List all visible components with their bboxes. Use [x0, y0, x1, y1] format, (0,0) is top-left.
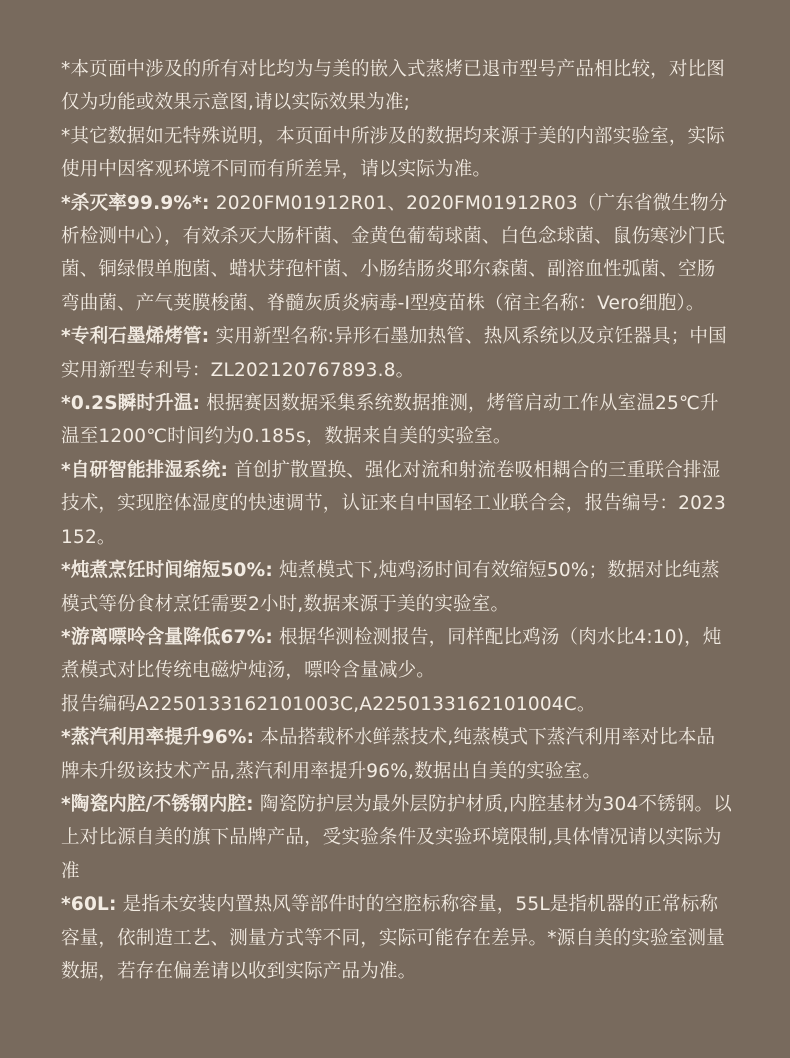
cavity-material-note [61, 788, 733, 888]
paragraph-key: *60L: [61, 894, 117, 916]
paragraph-key: *杀灭率99.9%*: [61, 192, 210, 214]
paragraph-text: 2020FM01912R01、2020FM01912R03（广东省微生物分析检测中心），有效杀灭大肠杆菌、金黄色葡萄球菌、白色念球菌、鼠伤寒沙门氏菌、铜绿假单胞菌、蜡状芽孢杆菌、小肠结肠炎耶尔森菌、副溶血性弧菌、空肠弯曲菌、产气荚膜梭菌、脊髓灰质炎病毒-Ⅰ型疫苗株（宿主名称：Vero细胞）。 [61, 192, 728, 314]
paragraph-key: *自研智能排湿系统: [61, 459, 229, 481]
paragraph-text: *本页面中涉及的所有对比均为与美的嵌入式蒸烤已退市型号产品相比较，对比图仅为功能或效果示意图,请以实际效果为准; [61, 59, 725, 114]
paragraph-text: 报告编码A2250133162101003C,A2250133162101004C。 [61, 693, 596, 715]
paragraph-key: *蒸汽利用率提升96%: [61, 727, 255, 749]
paragraph-key: *专利石墨烯烤管: [61, 326, 210, 348]
instant-heating-note [61, 387, 733, 454]
dehumidify-system-note [61, 454, 733, 554]
paragraph-key: *炖煮烹饪时间缩短50%: [61, 560, 273, 582]
stew-time-note [61, 554, 733, 621]
disclaimer-paragraph [61, 53, 733, 120]
disclaimer-text-block [61, 53, 733, 988]
capacity-note [61, 888, 733, 988]
report-code-note [61, 688, 733, 721]
paragraph-text: 陶瓷防护层为最外层防护材质,内腔基材为304不锈钢。以上对比源自美的旗下品牌产品，受实验条件及实验环境限制,具体情况请以实际为准 [61, 793, 732, 882]
paragraph-text: 是指未安装内置热风等部件时的空腔标称容量，55L是指机器的正常标称容量，依制造工艺、测量方式等不同，实际可能存在差异。*源自美的实验室测量数据，若存在偏差请以收到实际产品为准。 [61, 894, 725, 982]
disclaimer-paragraph [61, 120, 733, 187]
paragraph-text: *其它数据如无特殊说明，本页面中所涉及的数据均来源于美的内部实验室，实际使用中因客观环境不同而有所差异，请以实际为准。 [61, 125, 725, 181]
paragraph-text: 本品搭载杯水鲜蒸技术,纯蒸模式下蒸汽利用率对比本品牌未升级该技术产品,蒸汽利用率提升96%,数据出自美的实验室。 [61, 727, 716, 782]
purine-note [61, 621, 733, 688]
graphene-tube-note [61, 320, 733, 387]
steam-utilization-note [61, 721, 733, 788]
sterilization-rate-note [61, 187, 733, 321]
paragraph-text: 首创扩散置换、强化对流和射流卷吸相耦合的三重联合排湿技术，实现腔体湿度的快速调节，认证来自中国轻工业联合会，报告编号：2023152。 [61, 459, 726, 548]
paragraph-text: 实用新型名称:异形石墨加热管、热风系统以及京饪器具；中国实用新型专利号：ZL202120767893.8。 [61, 326, 727, 381]
paragraph-key: *游离嘌呤含量降低67%: [61, 626, 273, 648]
paragraph-text: 炖煮模式下,炖鸡汤时间有效缩短50%；数据对比纯蒸模式等份食材烹饪需要2小时,数据来源于美的实验室。 [61, 560, 720, 615]
paragraph-key: *0.2S瞬时升温: [61, 393, 201, 415]
paragraph-text: 根据华测检测报告，同样配比鸡汤（肉水比4:10)，炖煮模式对比传统电磁炉炖汤，嘌呤含量减少。 [61, 626, 722, 682]
paragraph-key: *陶瓷内腔/不锈钢内腔: [61, 793, 254, 815]
paragraph-text: 根据赛因数据采集系统数据推测，烤管启动工作从室温25℃升温至1200℃时间约为0.185s，数据来自美的实验室。 [61, 393, 719, 448]
